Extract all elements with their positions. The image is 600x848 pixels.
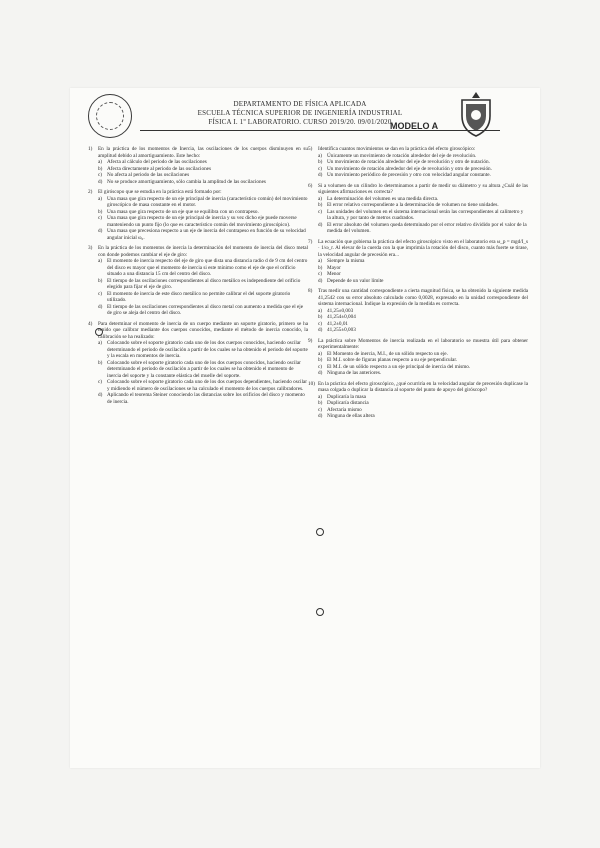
answer-option	[308, 222, 528, 235]
option-letter: a)	[318, 393, 323, 400]
question-text: La práctica sobre Momentos de inercia realizada en el laboratorio se muestra útil para obtener experimentalmente:	[318, 337, 528, 350]
option-text: Un movimiento de rotación alrededor del eje de revolución y otro de nutación.	[327, 159, 490, 165]
answer-option	[308, 172, 528, 179]
option-letter: b)	[318, 202, 323, 208]
option-letter: c)	[318, 208, 323, 215]
option-letter: b)	[318, 159, 323, 165]
course-line: FÍSICA I. 1º LABORATORIO. CURSO 2019/20. 09/01/2020	[208, 118, 392, 126]
answer-option	[308, 278, 528, 285]
question-number: 4)	[88, 320, 93, 327]
answer-option	[308, 327, 528, 334]
option-letter: c)	[98, 290, 103, 297]
option-letter: b)	[318, 264, 323, 271]
answer-mark	[316, 528, 324, 536]
option-letter: c)	[318, 165, 323, 172]
option-text: Mayor	[327, 264, 341, 271]
option-letter: b)	[98, 277, 103, 284]
option-text: Afectaría mismo	[327, 406, 362, 413]
option-text: Un movimiento periódico de precesión y otro con velocidad angular constante.	[327, 172, 491, 178]
question-number: 7)	[308, 238, 313, 245]
option-letter: d)	[98, 392, 103, 398]
option-text: Ninguna de ellas altera	[327, 413, 375, 419]
option-letter: c)	[318, 406, 323, 413]
option-letter: c)	[98, 215, 103, 221]
question-stem	[88, 146, 308, 159]
question-text: Identifica cuantos movimientos se dan en la práctica del efecto giroscópico:	[318, 146, 476, 152]
answer-option	[88, 304, 308, 317]
question-text: La ecuación que gobierna la práctica del efecto giroscópico visto en el laboratorio era ω_p = mgd/I_s · 1/ω_r. Al elevar de la cuerda con la que imprimía la rotación del disco, cuanto más fuerte se tirase, la velocidad angular de precesión era...	[318, 238, 529, 258]
answer-option	[88, 360, 308, 380]
option-letter: a)	[318, 152, 323, 159]
option-text: El momento de inercia de este disco metálico no permite calibrar el del soporte giratorio utilizado.	[107, 290, 291, 303]
answer-option	[88, 340, 308, 360]
option-letter: a)	[318, 195, 323, 202]
option-text: Las unidades del volumen en el sistema internacional serán las correspondientes al calímetro y la altura, y por tanto de metros cuadrados.	[327, 208, 524, 221]
option-letter: c)	[318, 363, 323, 370]
option-letter: b)	[98, 359, 103, 366]
question-stem	[308, 381, 528, 394]
option-letter: b)	[318, 357, 323, 363]
option-text: Afecta al cálculo del periodo de las oscilaciones	[107, 159, 207, 165]
question-stem	[88, 245, 308, 258]
option-letter: a)	[98, 258, 103, 264]
option-letter: d)	[98, 178, 103, 185]
question-number: 9)	[308, 337, 313, 344]
option-letter: a)	[318, 350, 323, 357]
option-text: Duplicaría la masa	[327, 393, 366, 400]
option-letter: c)	[318, 271, 323, 277]
question-number: 5)	[308, 146, 313, 152]
question	[308, 338, 528, 377]
question-stem	[308, 288, 528, 308]
question	[88, 245, 308, 317]
option-letter: a)	[98, 195, 103, 202]
option-text: Una masa que precesiona respecto a un eje de inercia del contrapeso en función de su velocidad angular inicial ω₀.	[107, 228, 306, 241]
option-letter: a)	[318, 307, 323, 314]
option-letter: c)	[318, 320, 323, 327]
option-text: La determinación del volumen es una medida directa.	[327, 195, 439, 202]
question-text: El giróscopo que se estudia en la práctica está formado por:	[98, 189, 222, 195]
answer-option	[88, 196, 308, 209]
question	[88, 146, 308, 185]
option-letter: d)	[98, 228, 103, 234]
option-letter: b)	[98, 165, 103, 172]
option-text: Un movimiento de rotación alrededor del eje de revolución y otro de precesión.	[327, 165, 492, 172]
option-text: El error absoluto del volumen queda determinado por el error relativo dividido por el valor de la medida del volumen.	[327, 221, 527, 234]
option-text: Aplicando el teorema Steiner conociendo las distancias sobre los orificios del disco y momento de inercia.	[107, 392, 305, 405]
university-seal-icon	[88, 94, 132, 138]
option-text: El error relativo correspondiente a la determinación de volumen no tiene unidades.	[327, 202, 499, 208]
option-text: El Momento de inercia, M.I., de un sólido respecto un eje.	[327, 350, 448, 357]
option-text: Colocando sobre el soporte giratorio cada uno de los dos cuerpos dependientes, haciendo oscilar y midiendo el número de oscilaciones se ha calculado el momento de los cuerpos calibradores.	[107, 379, 307, 392]
option-text: El M.I. sobre de figuras planas respecto a su eje perpendicular.	[327, 357, 458, 363]
question-stem	[308, 183, 528, 196]
question	[308, 381, 528, 420]
option-text: El tiempo de las oscilaciones correspondientes al disco metal con aumento a medida que el eje de giro se aleja del centro del disco.	[107, 303, 304, 316]
school-name: ESCUELA TÉCNICA SUPERIOR DE INGENIERÍA INDUSTRIAL	[197, 109, 403, 117]
option-letter: a)	[98, 340, 103, 346]
option-text: Afecta directamente al periodo de las oscilaciones	[107, 165, 211, 172]
question	[308, 146, 528, 179]
answer-option	[88, 258, 308, 278]
option-text: El tiempo de las oscilaciones correspondientes al disco metálico es independiente del orificio elegido para fijar el eje de giro.	[107, 277, 301, 290]
answer-option	[308, 370, 528, 377]
answer-option	[88, 278, 308, 291]
answer-option	[88, 179, 308, 186]
question-text: En la práctica de los momentos de inercia la determinación del momento de inercia del disco metal con donde podemos cambiar el eje de giro:	[98, 245, 308, 258]
option-letter: d)	[318, 277, 323, 284]
answer-option	[88, 215, 308, 228]
option-letter: a)	[98, 159, 103, 165]
question	[308, 183, 528, 235]
question-text: En la práctica de los momentos de Inercia, las oscilaciones de los cuerpos disminuyen en su amplitud debido al amortiguamiento. Este hecho:	[98, 146, 308, 159]
answer-option	[88, 379, 308, 392]
answer-option	[88, 291, 308, 304]
option-text: Una masa que gira respecto de un eje principal de inercia (característico común) del movimiento giroscópico de masa constante en el motor.	[107, 195, 308, 208]
answer-option	[308, 209, 528, 222]
question-number: 3)	[88, 245, 93, 251]
option-letter: c)	[98, 172, 103, 178]
option-text: 41,2±0,01	[327, 320, 349, 327]
option-text: Colocando sobre el soporte giratorio cada uno de los dos cuerpos conocidos, haciendo oscilar determinando el periodo de oscilación a partir de los cuales se ha obtenido el momento de inercia del soporte y la constante elástica del muelle del soporte.	[107, 359, 301, 379]
question	[308, 239, 528, 285]
answer-option	[88, 392, 308, 405]
question-number: 1)	[88, 146, 93, 152]
option-text: Una masa que gira respecto de un eje que se equilibra con un contrapeso.	[107, 208, 259, 215]
answer-option	[308, 413, 528, 420]
option-text: Duplicaría distancia	[327, 400, 369, 406]
question-number: 6)	[308, 182, 313, 189]
option-text: El momento de inercia respecto del eje de giro que dista una distancia radio d de 9 cm del centro del disco es mayor que el momento de inercia si este mínimo como el eje de que el orificio situado a una distancia 15 cm del centro del disco.	[107, 258, 308, 277]
option-letter: b)	[318, 400, 323, 406]
right-column	[308, 146, 528, 424]
option-letter: d)	[318, 413, 323, 419]
question-stem	[308, 338, 528, 351]
answer-option	[88, 228, 308, 241]
option-text: 41,255±0,003	[327, 327, 356, 333]
option-text: No se produce amortiguamiento, sólo cambia la amplitud de las oscilaciones	[107, 178, 266, 185]
question-number: 10)	[308, 380, 315, 387]
option-letter: b)	[98, 208, 103, 215]
question-stem	[308, 239, 528, 259]
option-letter: b)	[318, 314, 323, 320]
option-text: Una masa que gira respecto de un eje principal de inercia y su vez dicho eje puede moverse manteniendo un punto fijo (lo que es característico común del movimiento giroscópico).	[107, 215, 297, 228]
answer-mark	[316, 608, 324, 616]
option-text: No afecta al periodo de las oscilaciones	[107, 172, 190, 178]
option-text: 41,254±0,004	[327, 314, 356, 320]
exam-sheet	[70, 88, 540, 768]
option-text: El M.I. de un sólido respecto a un eje principal de inercia del mismo.	[327, 363, 471, 370]
question	[88, 189, 308, 241]
question-text: Tras medir una cantidad correspondiente a cierta magnitud física, se ha obtenido la siguiente medida 41,2542 con su error absoluto calculado como 0,0028, expresado en la unidad correspondiente del sistema internacional. Indique la expresión de la medida es correcta.	[318, 288, 528, 307]
option-letter: c)	[98, 379, 103, 385]
question-text: Para determinar el momento de inercia de un cuerpo mediante un soporte giratorio, primero se ha tenido que calibrar mediante dos cuerpos conocidos, mediante el método de inercia conocido, la calibración se ha realizado:	[98, 320, 308, 340]
question-text: En la práctica del efecto giroscópico, ¿qué ocurriría en la velocidad angular de precesión duplicase la masa colgada o duplicar la distancia al soporte del punto de apoyo del giróscopo?	[318, 380, 528, 393]
question-number: 8)	[308, 288, 313, 294]
question-number: 2)	[88, 189, 93, 195]
question	[308, 288, 528, 334]
question	[88, 321, 308, 406]
left-column	[88, 146, 308, 409]
answer-mark	[95, 328, 103, 336]
option-letter: d)	[318, 370, 323, 376]
option-text: Siempre la misma	[327, 258, 365, 264]
option-letter: d)	[318, 221, 323, 228]
option-text: Depende de un valor límite	[327, 277, 384, 284]
option-text: Únicamente un movimiento de rotación alrededor del eje de revolución.	[327, 152, 477, 159]
option-text: Menor	[327, 271, 341, 277]
option-letter: d)	[318, 172, 323, 178]
option-text: Colocando sobre el soporte giratorio cada uno de los dos cuerpos conocidos, haciendo oscilar determinando el periodo de oscilación a partir de los cuales se ha obtenido el periodo del soporte y la escala en momentos de inercia.	[107, 340, 308, 359]
option-letter: d)	[98, 303, 103, 310]
question-text: Si a volumen de un cilindro lo determinamos a partir de medir su diámetro y su altura ¿Cuál de las siguientes afirmaciones es correcta?	[318, 182, 528, 195]
option-text: Ninguna de las anteriores.	[327, 370, 382, 376]
header-divider	[140, 130, 500, 131]
option-letter: d)	[318, 327, 323, 333]
exam-model: MODELO A	[390, 121, 439, 131]
question-stem	[88, 321, 308, 341]
department-name: DEPARTAMENTO DE FÍSICA APLICADA	[233, 100, 367, 108]
option-text: 41,25±0,003	[327, 307, 354, 314]
option-letter: a)	[318, 258, 323, 264]
